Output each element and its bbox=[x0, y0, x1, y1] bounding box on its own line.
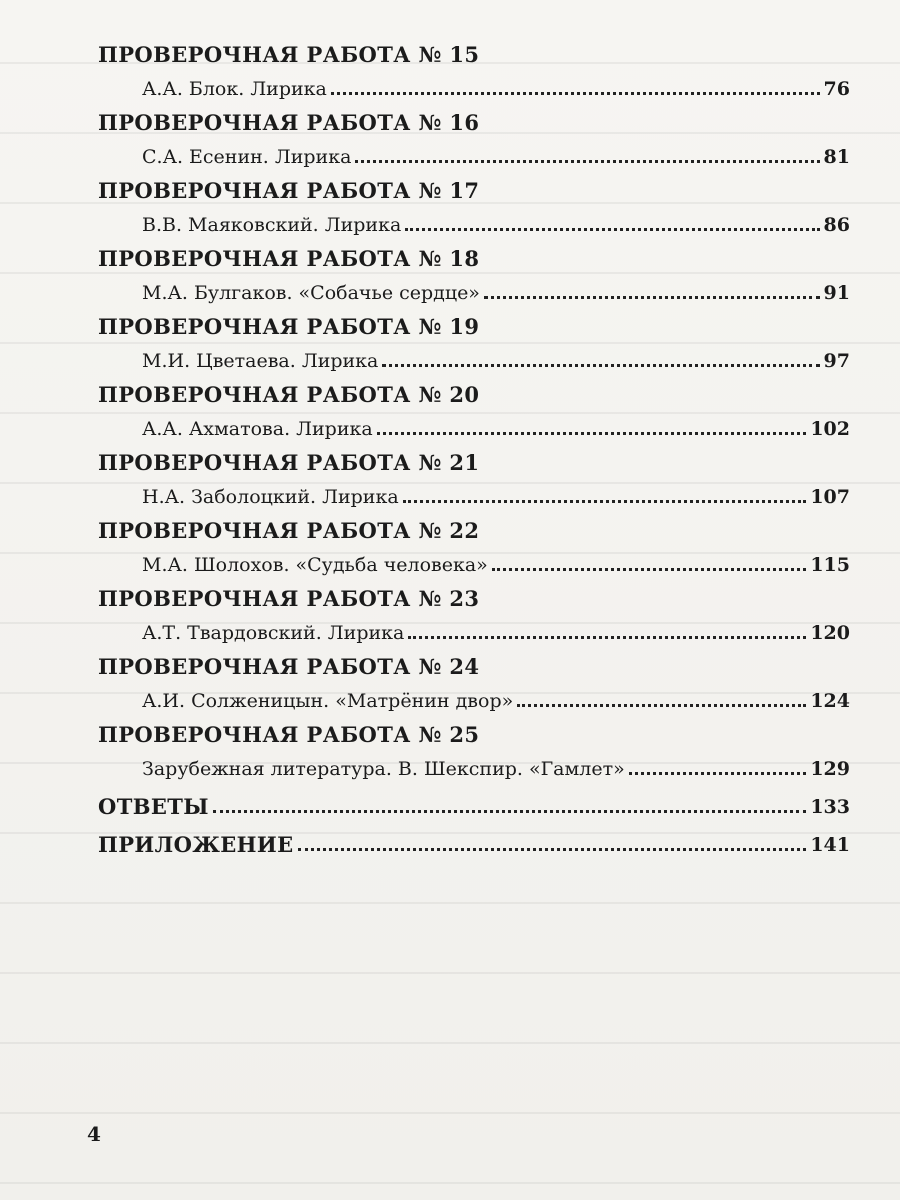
entry-page-number: 141 bbox=[810, 834, 850, 856]
entry-page-number: 133 bbox=[810, 796, 850, 818]
section-heading: ПРОВЕРОЧНАЯ РАБОТА № 22 bbox=[98, 518, 480, 543]
dot-leader bbox=[403, 500, 807, 503]
toc-entry-answers[interactable] bbox=[98, 788, 850, 822]
toc-entry[interactable] bbox=[98, 274, 850, 308]
toc-entry[interactable] bbox=[98, 750, 850, 784]
toc-section-20 bbox=[98, 380, 850, 448]
toc-section-17 bbox=[98, 176, 850, 244]
entry-title: А.А. Ахматова. Лирика bbox=[142, 418, 373, 440]
entry-page-number: 120 bbox=[810, 622, 850, 644]
toc-entry[interactable] bbox=[98, 70, 850, 104]
entry-title: А.А. Блок. Лирика bbox=[142, 78, 327, 100]
dot-leader bbox=[629, 772, 807, 775]
toc-section-18 bbox=[98, 244, 850, 312]
section-heading: ПРОВЕРОЧНАЯ РАБОТА № 18 bbox=[98, 246, 480, 271]
toc-entry-appendix[interactable] bbox=[98, 826, 850, 860]
toc-entry[interactable] bbox=[98, 410, 850, 444]
toc-section-24 bbox=[98, 652, 850, 720]
entry-page-number: 107 bbox=[810, 486, 850, 508]
dot-leader bbox=[298, 848, 807, 851]
entry-page-number: 102 bbox=[810, 418, 850, 440]
entry-page-number: 81 bbox=[823, 146, 850, 168]
toc-section-22 bbox=[98, 516, 850, 584]
section-heading: ПРОВЕРОЧНАЯ РАБОТА № 23 bbox=[98, 586, 480, 611]
dot-leader bbox=[213, 810, 806, 813]
entry-page-number: 76 bbox=[823, 78, 850, 100]
dot-leader bbox=[377, 432, 807, 435]
entry-page-number: 129 bbox=[810, 758, 850, 780]
section-heading: ПРОВЕРОЧНАЯ РАБОТА № 19 bbox=[98, 314, 480, 339]
toc-section-19 bbox=[98, 312, 850, 380]
entry-title: Зарубежная литература. В. Шекспир. «Гамлет» bbox=[142, 758, 625, 780]
toc-entry[interactable] bbox=[98, 478, 850, 512]
dot-leader bbox=[408, 636, 806, 639]
entry-page-number: 97 bbox=[823, 350, 850, 372]
dot-leader bbox=[492, 568, 807, 571]
entry-title: М.И. Цветаева. Лирика bbox=[142, 350, 379, 372]
dot-leader bbox=[331, 92, 820, 95]
dot-leader bbox=[405, 228, 819, 231]
toc-section-21 bbox=[98, 448, 850, 516]
toc-entry[interactable] bbox=[98, 614, 850, 648]
dot-leader bbox=[382, 364, 819, 367]
entry-title: В.В. Маяковский. Лирика bbox=[142, 214, 402, 236]
toc-entry[interactable] bbox=[98, 206, 850, 240]
page-number: 4 bbox=[87, 1122, 101, 1146]
entry-page-number: 86 bbox=[823, 214, 850, 236]
entry-title: ОТВЕТЫ bbox=[98, 794, 209, 819]
section-heading: ПРОВЕРОЧНАЯ РАБОТА № 20 bbox=[98, 382, 480, 407]
entry-title: ПРИЛОЖЕНИЕ bbox=[98, 832, 294, 857]
entry-page-number: 115 bbox=[810, 554, 850, 576]
section-heading: ПРОВЕРОЧНАЯ РАБОТА № 25 bbox=[98, 722, 480, 747]
entry-page-number: 124 bbox=[810, 690, 850, 712]
toc-entry[interactable] bbox=[98, 546, 850, 580]
dot-leader bbox=[484, 296, 820, 299]
table-of-contents bbox=[98, 40, 850, 860]
section-heading: ПРОВЕРОЧНАЯ РАБОТА № 17 bbox=[98, 178, 480, 203]
toc-section-15 bbox=[98, 40, 850, 108]
toc-section-23 bbox=[98, 584, 850, 652]
section-heading: ПРОВЕРОЧНАЯ РАБОТА № 24 bbox=[98, 654, 480, 679]
entry-title: М.А. Булгаков. «Собачье сердце» bbox=[142, 282, 480, 304]
toc-section-25 bbox=[98, 720, 850, 788]
toc-section-16 bbox=[98, 108, 850, 176]
section-heading: ПРОВЕРОЧНАЯ РАБОТА № 15 bbox=[98, 42, 480, 67]
dot-leader bbox=[517, 704, 806, 707]
entry-title: Н.А. Заболоцкий. Лирика bbox=[142, 486, 399, 508]
toc-entry[interactable] bbox=[98, 342, 850, 376]
entry-page-number: 91 bbox=[823, 282, 850, 304]
toc-entry[interactable] bbox=[98, 138, 850, 172]
entry-title: М.А. Шолохов. «Судьба человека» bbox=[142, 554, 488, 576]
toc-entry[interactable] bbox=[98, 682, 850, 716]
entry-title: С.А. Есенин. Лирика bbox=[142, 146, 352, 168]
section-heading: ПРОВЕРОЧНАЯ РАБОТА № 16 bbox=[98, 110, 480, 135]
entry-title: А.И. Солженицын. «Матрёнин двор» bbox=[142, 690, 514, 712]
dot-leader bbox=[355, 160, 819, 163]
section-heading: ПРОВЕРОЧНАЯ РАБОТА № 21 bbox=[98, 450, 480, 475]
entry-title: А.Т. Твардовский. Лирика bbox=[142, 622, 405, 644]
